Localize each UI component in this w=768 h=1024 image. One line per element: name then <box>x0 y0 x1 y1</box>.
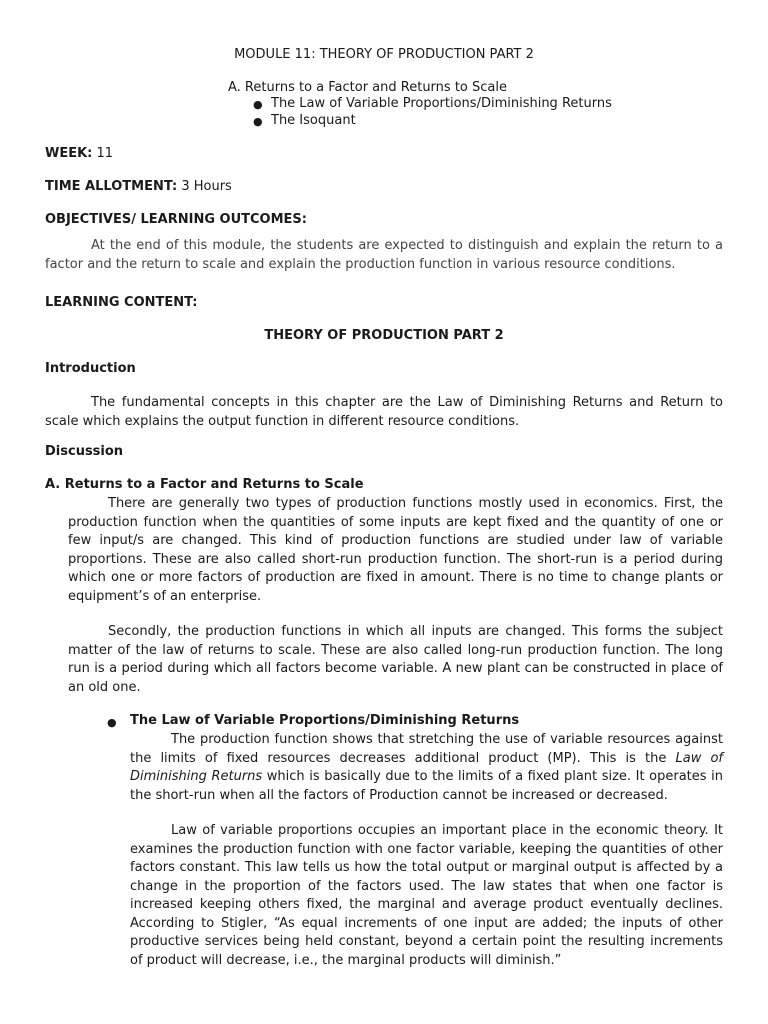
law-section-heading: The Law of Variable Proportions/Diminishing Returns <box>130 713 520 728</box>
law-para1-italic: Law of Diminishing Returns <box>130 750 723 784</box>
time-allotment-value: 3 Hours <box>181 179 232 194</box>
discussion-heading: Discussion <box>45 444 124 459</box>
introduction-text: The fundamental concepts in this chapter are the Law of Diminishing Returns and Return to scale which explains the output function in different resource conditions. <box>45 395 723 429</box>
law-para1-end: which is basically due to the limits of a fixed plant size. It operates in the short-run when all the factors of Production cannot be increased or decreased. <box>130 769 723 803</box>
law-para1-start: The production function shows that stretching the use of variable resources against the limits of fixed resources decreases additional product (MP). This is the <box>130 732 723 766</box>
module-title: MODULE 11: THEORY OF PRODUCTION PART 2 <box>234 47 534 62</box>
outline-bullet-2: The Isoquant <box>271 113 356 128</box>
week-line <box>45 146 113 161</box>
week-value: 11 <box>96 146 114 161</box>
outline-bullet-1: The Law of Variable Proportions/Diminishing Returns <box>271 96 612 111</box>
bullet-icon: ● <box>107 716 117 729</box>
objectives-heading: OBJECTIVES/ LEARNING OUTCOMES: <box>45 212 307 227</box>
section-a-heading: A. Returns to a Factor and Returns to Scale <box>45 477 364 492</box>
outline-item-a: A. Returns to a Factor and Returns to Scale <box>228 80 507 95</box>
bullet-icon: ● <box>253 115 263 128</box>
law-section-paragraph-1 <box>130 731 723 805</box>
time-allotment-line <box>45 179 232 194</box>
law-section-paragraph-2: Law of variable proportions occupies an important place in the economic theory. It examines the production function with one factor variable, keeping the quantities of other factors constant. This law tells us how the total output or marginal output is affected by a change in the proportion of the factors used. The law states that when one factor is increased keeping others fixed, the marginal and average product eventually declines. According to Stigler, “As equal increments of one input are added; the inputs of other productive services being held constant, beyond a certain point the resulting increments of product will decrease, i.e., the marginal products will diminish.” <box>130 823 723 968</box>
bullet-icon: ● <box>253 98 263 111</box>
section-a-paragraph-1: There are generally two types of production functions mostly used in economics. First, the production function when the quantities of some inputs are kept fixed and the quantity of one or few input/s are changed. This kind of production functions are studied under law of variable proportions. These are also called short-run production function. The short-run is a period during which one or more factors of production are fixed in amount. There is no time to change plants or equipment’s of an enterprise. <box>68 496 723 604</box>
week-label: WEEK: <box>45 146 93 161</box>
content-title: THEORY OF PRODUCTION PART 2 <box>264 328 504 343</box>
learning-content-heading: LEARNING CONTENT: <box>45 295 198 310</box>
introduction-heading: Introduction <box>45 361 136 376</box>
objectives-text: At the end of this module, the students are expected to distinguish and explain the return to a factor and the return to scale and explain the production function in various resource conditions. <box>45 238 723 272</box>
section-a-paragraph-2: Secondly, the production functions in which all inputs are changed. This forms the subject matter of the law of returns to scale. These are also called long-run production function. The long run is a period during which all factors become variable. A new plant can be constructed in place of an old one. <box>68 624 723 695</box>
time-allotment-label: TIME ALLOTMENT: <box>45 179 178 194</box>
